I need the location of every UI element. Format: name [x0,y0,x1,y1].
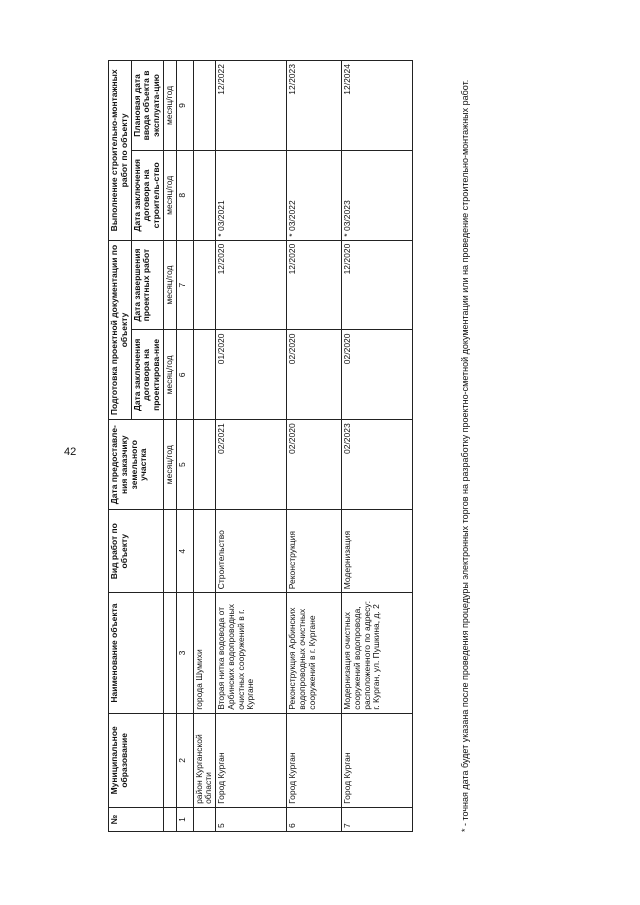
column-number: 7 [176,240,193,330]
table-row [342,61,413,832]
column-number: 1 [176,807,193,831]
municipality-cell: Город Курган [287,713,342,807]
row-number: 6 [287,807,342,831]
work-type-cell: Реконструкция [287,510,342,593]
continuation-row [193,61,216,832]
unit-cell: месяц/год [163,330,176,420]
object-name-cell: Реконструкция Арбинских водопроводных очистных сооружений в г. Кургане [287,593,342,713]
rotated-document [108,32,470,832]
work-type-cell: Модернизация [342,510,413,593]
header-construction-contract: Дата заключения договора на строитель-ство [131,150,163,240]
header-commissioning: Плановая дата ввода объекта в эксплуата-цию [131,61,163,151]
column-number: 3 [176,593,193,713]
work-type-cell: Строительство [216,510,287,593]
table-row [287,61,342,832]
page-number: 42 [64,446,77,458]
unit-cell: месяц/год [163,61,176,151]
column-number: 8 [176,150,193,240]
header-row [109,61,132,832]
object-name-cell: города Шумихи [193,593,216,713]
design-complete-cell: 12/2020 [287,240,342,330]
design-complete-cell: 12/2020 [216,240,287,330]
column-number: 5 [176,420,193,510]
table-row [216,61,287,832]
row-number: 5 [216,807,287,831]
unit-row [163,61,176,832]
data-table [108,60,413,832]
construction-contract-cell: * 03/2021 [216,150,287,240]
commissioning-cell: 12/2022 [216,61,287,151]
header-construction-group: Выполнение строительно-монтажных работ по объекту [109,61,132,241]
footnote: * - точная дата будет указана после проведения процедуры электронных торгов на разработку проектно-сметной документации или на проведение строительно-монтажных работ. [460,79,470,832]
commissioning-cell: 12/2023 [287,61,342,151]
header-design-complete: Дата завершения проектных работ [131,240,163,330]
header-design-group: Подготовка проектной документации по объекту [109,240,132,420]
column-number: 9 [176,61,193,151]
row-number: 7 [342,807,413,831]
municipality-cell: Город Курган [216,713,287,807]
unit-cell: месяц/год [163,420,176,510]
header-design-contract: Дата заключения договора на проектирова-ние [131,330,163,420]
municipality-cell: Город Курган [342,713,413,807]
object-name-cell: Модернизация очистных сооружений водопровода, расположенного по адресу: г. Курган, ул. Пушкина, д. 2 [342,593,413,713]
municipality-cell: район Курганской области [193,713,216,807]
header-land-date: Дата предоставле-ния заказчику земельного участка [109,420,164,510]
design-contract-cell: 02/2020 [342,330,413,420]
column-number: 2 [176,713,193,807]
column-number-row [176,61,193,832]
land-date-cell: 02/2023 [342,420,413,510]
header-no: № [109,807,164,831]
design-complete-cell: 12/2020 [342,240,413,330]
design-contract-cell: 02/2020 [287,330,342,420]
column-number: 4 [176,510,193,593]
unit-cell: месяц/год [163,150,176,240]
commissioning-cell: 12/2024 [342,61,413,151]
header-municipality: Муниципальное образование [109,713,164,807]
header-work-type: Вид работ по объекту [109,510,164,593]
construction-contract-cell: * 03/2022 [287,150,342,240]
object-name-cell: Вторая нитка водовода от Арбинских водопроводных очистных сооружений в г. Кургане [216,593,287,713]
design-contract-cell: 01/2020 [216,330,287,420]
land-date-cell: 02/2021 [216,420,287,510]
unit-cell: месяц/год [163,240,176,330]
construction-contract-cell: * 03/2023 [342,150,413,240]
column-number: 6 [176,330,193,420]
land-date-cell: 02/2020 [287,420,342,510]
header-object-name: Наименование объекта [109,593,164,713]
